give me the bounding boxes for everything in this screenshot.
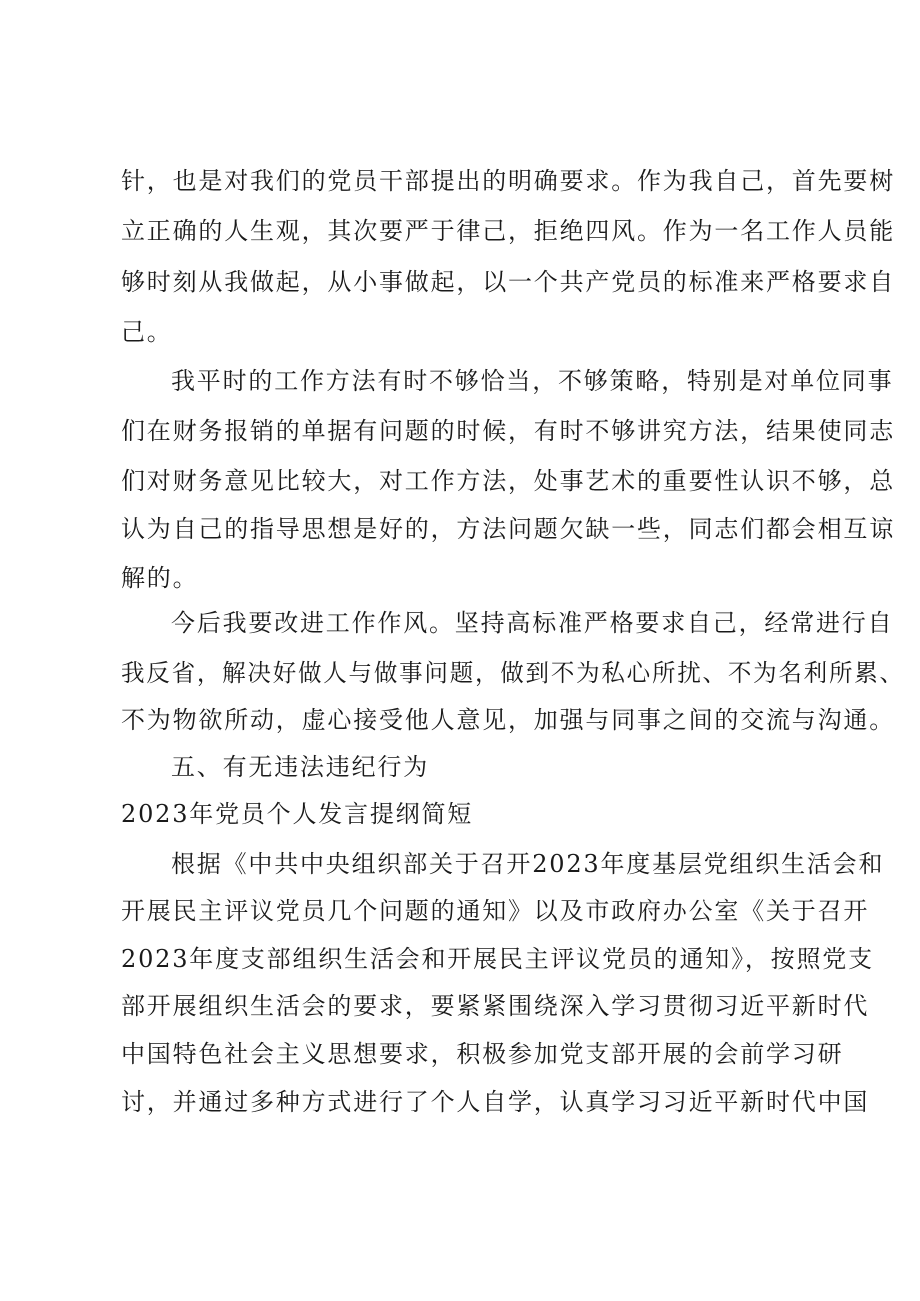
text-line: 们对财务意见比较大，对工作方法，处事艺术的重要性认识不够，总: [121, 467, 895, 495]
section-heading: 五、有无违法违纪行为: [171, 753, 429, 781]
text-line: 中国特色社会主义思想要求，积极参加党支部开展的会前学习研: [121, 1040, 844, 1068]
text-line: 部开展组织生活会的要求，要紧紧围绕深入学习贯彻习近平新时代: [121, 992, 870, 1020]
text-line: 我平时的工作方法有时不够恰当，不够策略，特别是对单位同事: [171, 367, 894, 395]
text-line: 根据《中共中央组织部关于召开2023年度基层党组织生活会和: [171, 850, 885, 878]
text-line: 己。: [121, 318, 173, 346]
document-title: 2023年党员个人发言提纲简短: [121, 800, 474, 828]
text-line: 认为自己的指导思想是好的，方法问题欠缺一些，同志们都会相互谅: [121, 515, 895, 543]
text-line: 开展民主评议党员几个问题的通知》以及市政府办公室《关于召开: [121, 897, 870, 925]
text-line: 够时刻从我做起，从小事做起，以一个共产党员的标准来严格要求自: [121, 268, 895, 296]
text-line: 我反省，解决好做人与做事问题，做到不为私心所扰、不为名利所累、: [121, 659, 905, 687]
text-line: 2023年度支部组织生活会和开展民主评议党员的通知》，按照党支: [121, 945, 874, 973]
text-line: 不为物欲所动，虚心接受他人意见，加强与同事之间的交流与沟通。: [121, 706, 895, 734]
text-line: 立正确的人生观，其次要严于律己，拒绝四风。作为一名工作人员能: [121, 217, 895, 245]
text-line: 们在财务报销的单据有问题的时候，有时不够讲究方法，结果使同志: [121, 417, 895, 445]
text-line: 今后我要改进工作作风。坚持高标准严格要求自己，经常进行自: [171, 609, 894, 637]
text-line: 针，也是对我们的党员干部提出的明确要求。作为我自己，首先要树: [121, 167, 895, 195]
text-line: 讨，并通过多种方式进行了个人自学，认真学习习近平新时代中国: [121, 1088, 870, 1116]
text-line: 解的。: [121, 564, 199, 592]
